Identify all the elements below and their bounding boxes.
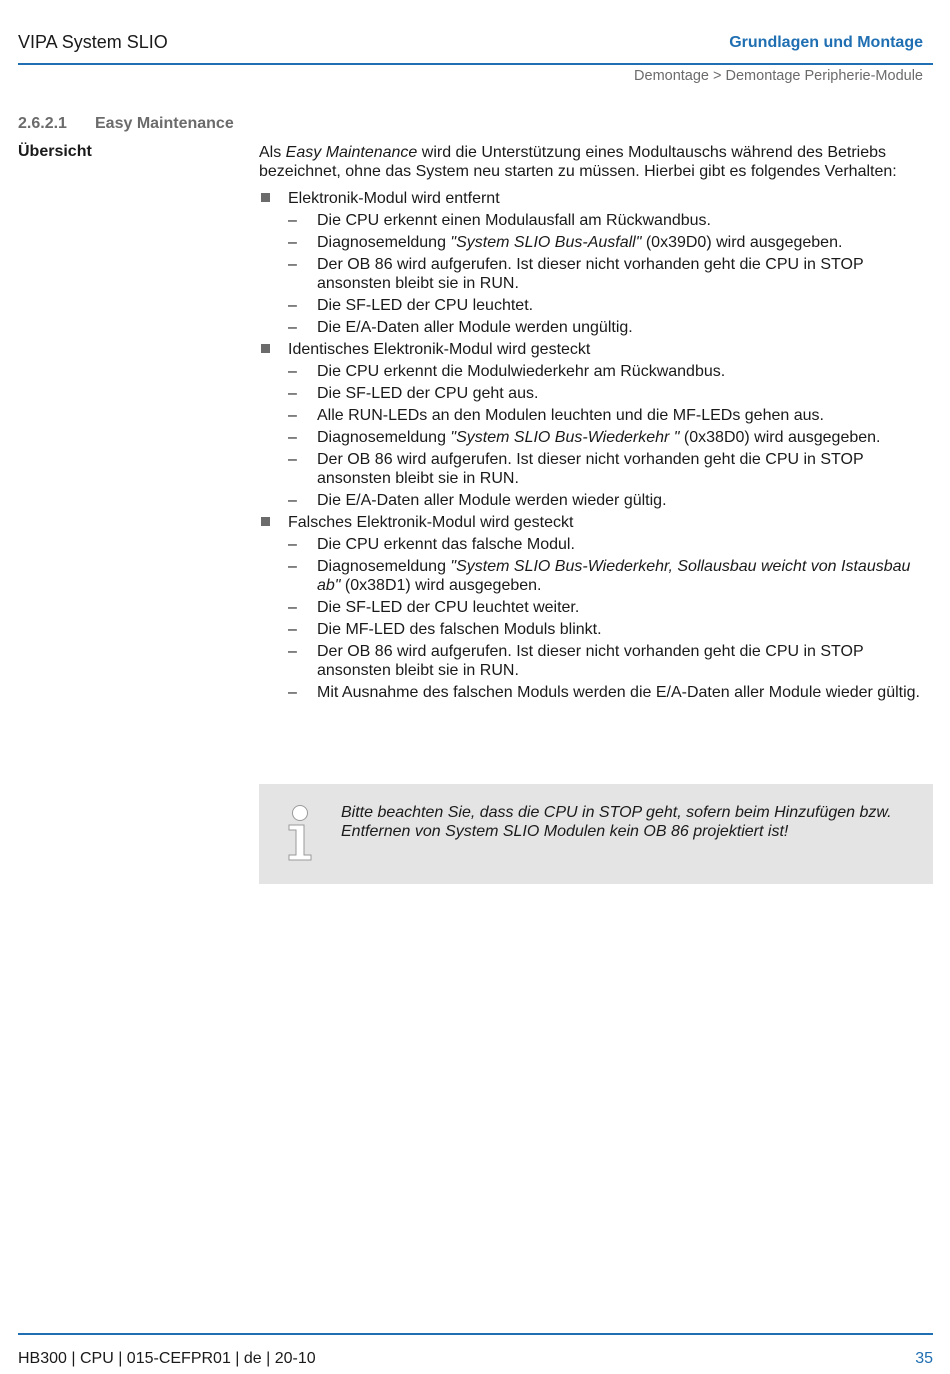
step-text-prefix: Diagnosemeldung [317,558,451,575]
dash-bullet: – [288,536,297,553]
case-steps [288,535,929,702]
square-bullet-icon [261,517,270,526]
cases-list [259,189,929,702]
side-label: Übersicht [18,143,92,160]
case-steps [288,211,929,337]
step-text: Der OB 86 wird aufgerufen. Ist dieser nicht vorhanden geht die CPU in STOP ansonsten bleibt sie in RUN. [317,643,864,679]
footer-divider [18,1333,933,1335]
dash-bullet: – [288,621,297,638]
dash-bullet: – [288,492,297,509]
step-text: Die SF-LED der CPU leuchtet. [317,297,534,314]
step-item [288,491,929,510]
dash-bullet: – [288,558,297,575]
dash-bullet: – [288,643,297,660]
case-steps [288,362,929,510]
section-title: Easy Maintenance [95,115,234,132]
breadcrumb: Demontage > Demontage Peripherie-Module [634,68,923,84]
dash-bullet: – [288,256,297,273]
step-item [288,384,929,403]
footer-info: HB300 | CPU | 015-CEFPR01 | de | 20-10 [18,1350,316,1367]
case-item [259,189,929,337]
main-content [259,143,929,705]
header-divider [18,63,933,65]
dash-bullet: – [288,234,297,251]
chapter-title: Grundlagen und Montage [729,34,923,51]
dash-bullet: – [288,319,297,336]
dash-bullet: – [288,429,297,446]
intro-prefix: Als [259,144,286,161]
section-number: 2.6.2.1 [18,115,67,132]
diagnostic-message: "System SLIO Bus-Ausfall" [450,234,642,251]
intro-paragraph [259,143,929,181]
dash-bullet: – [288,451,297,468]
step-text: Alle RUN-LEDs an den Modulen leuchten und die MF-LEDs gehen aus. [317,407,824,424]
diagnostic-message: "System SLIO Bus-Wiederkehr, Sollausbau weicht von Istausbau ab" [317,558,911,594]
step-text-prefix: Diagnosemeldung [317,429,451,446]
case-title: Elektronik-Modul wird entfernt [288,190,500,207]
dash-bullet: – [288,684,297,701]
step-item [288,642,929,680]
step-item [288,296,929,315]
dash-bullet: – [288,363,297,380]
step-item [288,557,929,595]
step-item [288,620,929,639]
step-item [288,406,929,425]
intro-emphasis: Easy Maintenance [285,144,418,161]
case-item [259,513,929,702]
step-item [288,598,929,617]
page-number: 35 [915,1350,933,1367]
intro-rest: wird die Unterstützung eines Modultauschs während des Betriebs bezeichnet, ohne das System neu starten zu müssen. Hierbei gibt es folgendes Verhalten: [259,144,897,180]
dash-bullet: – [288,407,297,424]
step-item [288,428,929,447]
document-title: VIPA System SLIO [18,32,168,52]
step-text: Der OB 86 wird aufgerufen. Ist dieser nicht vorhanden geht die CPU in STOP ansonsten bleibt sie in RUN. [317,256,864,292]
step-item [288,450,929,488]
square-bullet-icon [261,344,270,353]
step-item [288,233,929,252]
step-text: Der OB 86 wird aufgerufen. Ist dieser nicht vorhanden geht die CPU in STOP ansonsten bleibt sie in RUN. [317,451,864,487]
step-text: Die SF-LED der CPU leuchtet weiter. [317,599,580,616]
step-text-prefix: Diagnosemeldung [317,234,451,251]
case-title: Falsches Elektronik-Modul wird gesteckt [288,514,574,531]
case-title: Identisches Elektronik-Modul wird gesteckt [288,341,591,358]
step-text: Die SF-LED der CPU geht aus. [317,385,539,402]
note-box [259,784,933,884]
step-text: Die E/A-Daten aller Module werden wieder gültig. [317,492,667,509]
step-text: Die CPU erkennt die Modulwiederkehr am Rückwandbus. [317,363,726,380]
step-text: Die MF-LED des falschen Moduls blinkt. [317,621,602,638]
step-text: Die E/A-Daten aller Module werden ungültig. [317,319,633,336]
case-item [259,340,929,510]
step-text: Die CPU erkennt einen Modulausfall am Rückwandbus. [317,212,711,229]
dash-bullet: – [288,385,297,402]
step-item [288,211,929,230]
step-item [288,535,929,554]
square-bullet-icon [261,193,270,202]
step-item [288,255,929,293]
step-text: Die CPU erkennt das falsche Modul. [317,536,575,553]
step-item [288,362,929,381]
note-text: Bitte beachten Sie, dass die CPU in STOP geht, sofern beim Hinzufügen bzw. Entfernen von System SLIO Modulen kein OB 86 projektiert ist! [341,804,892,840]
step-item [288,318,929,337]
step-text-suffix: (0x38D0) wird ausgegeben. [679,429,881,446]
dash-bullet: – [288,599,297,616]
diagnostic-message: "System SLIO Bus-Wiederkehr " [450,429,680,446]
dash-bullet: – [288,212,297,229]
step-text-suffix: (0x38D1) wird ausgegeben. [340,577,542,594]
dash-bullet: – [288,297,297,314]
info-icon [283,804,317,864]
step-text: Mit Ausnahme des falschen Moduls werden die E/A-Daten aller Module wieder gültig. [317,684,920,701]
step-text-suffix: (0x39D0) wird ausgegeben. [641,234,843,251]
step-item [288,683,929,702]
